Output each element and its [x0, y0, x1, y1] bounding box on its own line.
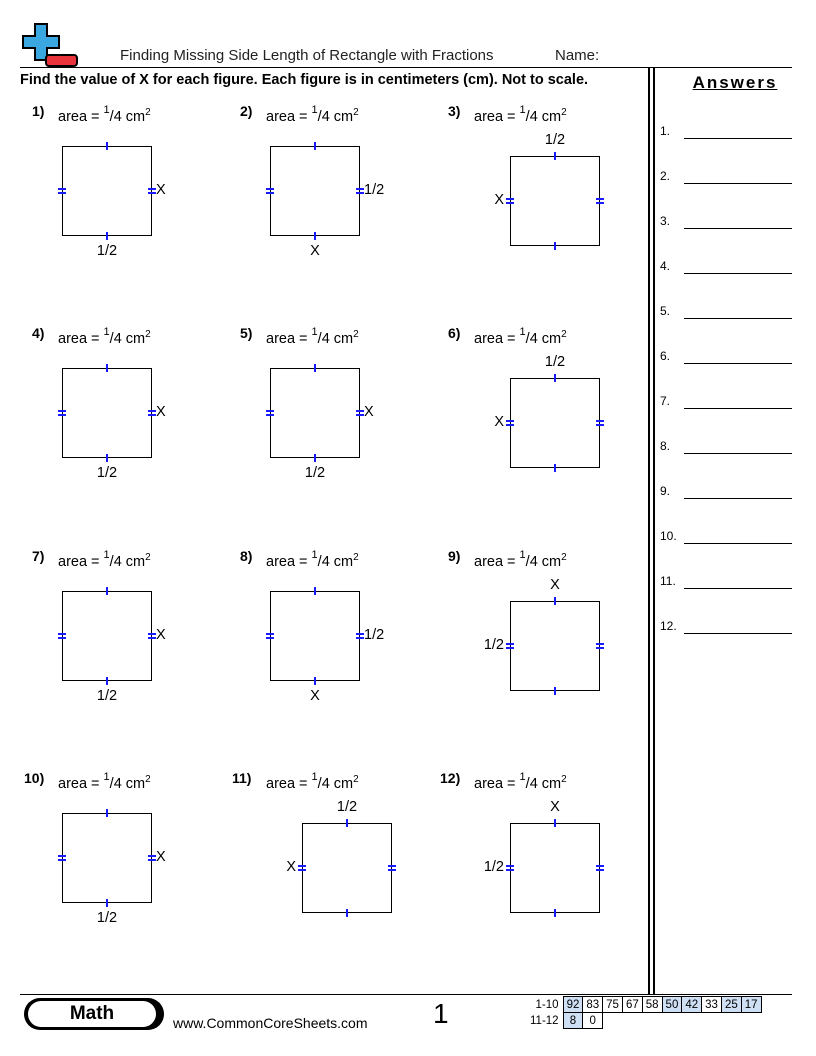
area-unit: cm	[329, 331, 354, 347]
problem-number: 8)	[240, 548, 253, 564]
answer-number: 7.	[660, 394, 671, 408]
area-expression	[474, 771, 567, 792]
area-slash: /	[109, 331, 114, 347]
side-label-left: X	[494, 192, 504, 208]
rectangle	[270, 146, 360, 236]
area-expression	[474, 104, 567, 125]
answer-blank[interactable]	[684, 633, 792, 634]
page-number: 1	[433, 998, 449, 1029]
problem-number: 6)	[448, 325, 461, 341]
answer-number: 3.	[660, 214, 671, 228]
problem-number: 3)	[448, 103, 461, 119]
score-row	[527, 997, 761, 1013]
area-exponent: 2	[561, 329, 567, 340]
area-denominator: 4	[529, 109, 538, 125]
score-cell: 58	[642, 997, 662, 1013]
problem-8	[228, 545, 428, 765]
side-label-left: 1/2	[483, 859, 504, 875]
tick-mark	[148, 188, 156, 194]
side-label-right: 1/2	[364, 182, 385, 198]
answer-blank[interactable]	[684, 228, 792, 229]
area-prefix: area =	[266, 331, 312, 347]
side-label-right: X	[156, 404, 166, 420]
website-link[interactable]: www.CommonCoreSheets.com	[173, 1015, 368, 1031]
area-unit: cm	[329, 554, 354, 570]
subject-badge	[24, 998, 164, 1030]
area-prefix: area =	[474, 554, 520, 570]
answer-blank[interactable]	[684, 273, 792, 274]
tick-mark	[58, 188, 66, 194]
area-numerator: 1	[311, 549, 318, 561]
area-numerator: 1	[311, 771, 318, 783]
rectangle	[270, 368, 360, 458]
area-expression	[266, 549, 359, 570]
problem-6	[436, 322, 636, 542]
tick-mark	[148, 855, 156, 861]
area-slash: /	[525, 776, 530, 792]
answer-number: 11.	[660, 574, 676, 588]
tick-mark	[554, 152, 556, 160]
rectangle	[510, 378, 600, 468]
area-slash: /	[317, 776, 322, 792]
problem-number: 7)	[32, 548, 45, 564]
area-unit: cm	[537, 109, 562, 125]
answer-number: 12.	[660, 619, 677, 633]
tick-mark	[356, 188, 364, 194]
tick-mark	[554, 909, 556, 917]
tick-mark	[298, 865, 306, 871]
tick-mark	[356, 633, 364, 639]
rectangle	[510, 156, 600, 246]
side-label-bottom: 1/2	[304, 465, 326, 481]
tick-mark	[106, 454, 108, 462]
area-prefix: area =	[58, 776, 104, 792]
tick-mark	[58, 633, 66, 639]
tick-mark	[596, 198, 604, 204]
problem-number: 12)	[440, 770, 461, 786]
side-label-top: X	[550, 799, 560, 815]
score-cell: 42	[682, 997, 702, 1013]
area-unit: cm	[121, 331, 146, 347]
logo-plus-minus-icon	[22, 22, 80, 68]
area-expression	[58, 326, 151, 347]
area-exponent: 2	[145, 774, 151, 785]
score-row-label: 11-12	[530, 1014, 559, 1027]
problem-7	[20, 545, 220, 765]
tick-mark	[596, 420, 604, 426]
area-numerator: 1	[519, 326, 526, 338]
area-exponent: 2	[145, 552, 151, 563]
score-cell: 25	[721, 997, 741, 1013]
answers-divider-line	[653, 68, 655, 994]
tick-mark	[266, 188, 274, 194]
answer-number: 2.	[660, 169, 671, 183]
side-label-right: X	[156, 627, 166, 643]
problem-1	[20, 100, 220, 320]
tick-mark	[106, 899, 108, 907]
side-label-right: X	[156, 182, 166, 198]
score-table	[527, 996, 762, 1029]
tick-mark	[314, 142, 316, 150]
side-label-bottom: X	[310, 243, 320, 259]
area-prefix: area =	[474, 776, 520, 792]
tick-mark	[554, 464, 556, 472]
area-unit: cm	[121, 109, 146, 125]
tick-mark	[58, 855, 66, 861]
area-denominator: 4	[113, 331, 122, 347]
side-label-bottom: 1/2	[96, 910, 118, 926]
answer-blank[interactable]	[684, 138, 792, 139]
area-exponent: 2	[353, 774, 359, 785]
instructions: Find the value of X for each figure. Each figure is in centimeters (cm). Not to scale.	[20, 72, 589, 88]
area-exponent: 2	[561, 107, 567, 118]
problem-9	[436, 545, 636, 765]
tick-mark	[314, 587, 316, 595]
area-slash: /	[525, 109, 530, 125]
problem-number: 4)	[32, 325, 45, 341]
score-cell: 17	[741, 997, 761, 1013]
area-unit: cm	[537, 331, 562, 347]
area-slash: /	[525, 331, 530, 347]
area-denominator: 4	[321, 554, 330, 570]
tick-mark	[106, 364, 108, 372]
answers-divider-line	[648, 68, 650, 994]
answer-blank[interactable]	[684, 543, 792, 544]
answers-title: Answers	[692, 73, 778, 92]
area-numerator: 1	[519, 104, 526, 116]
tick-mark	[554, 374, 556, 382]
answer-blank[interactable]	[684, 498, 792, 499]
tick-mark	[554, 687, 556, 695]
score-cell: 0	[583, 1013, 603, 1029]
tick-mark	[266, 410, 274, 416]
answer-number: 9.	[660, 484, 671, 498]
problem-number: 10)	[24, 770, 45, 786]
problem-number: 5)	[240, 325, 253, 341]
area-slash: /	[109, 776, 114, 792]
side-label-bottom: 1/2	[96, 688, 118, 704]
rectangle	[62, 368, 152, 458]
side-label-top: 1/2	[336, 799, 358, 815]
area-numerator: 1	[103, 326, 110, 338]
name-label: Name:	[555, 47, 600, 64]
tick-mark	[346, 909, 348, 917]
tick-mark	[106, 232, 108, 240]
area-unit: cm	[537, 776, 562, 792]
score-row	[527, 1013, 761, 1029]
side-label-top: X	[550, 577, 560, 593]
answer-blank[interactable]	[684, 588, 792, 589]
rectangle	[62, 813, 152, 903]
area-numerator: 1	[103, 104, 110, 116]
area-denominator: 4	[529, 331, 538, 347]
tick-mark	[106, 587, 108, 595]
tick-mark	[106, 809, 108, 817]
side-label-right: X	[364, 404, 374, 420]
area-slash: /	[109, 109, 114, 125]
tick-mark	[506, 865, 514, 871]
area-numerator: 1	[519, 549, 526, 561]
side-label-left: X	[286, 859, 296, 875]
area-exponent: 2	[353, 552, 359, 563]
area-prefix: area =	[58, 109, 104, 125]
worksheet-title: Finding Missing Side Length of Rectangle with Fractions	[120, 47, 494, 64]
problem-number: 2)	[240, 103, 253, 119]
score-cell: 50	[662, 997, 682, 1013]
area-slash: /	[109, 554, 114, 570]
tick-mark	[106, 677, 108, 685]
header-divider	[20, 67, 792, 68]
area-denominator: 4	[321, 776, 330, 792]
area-denominator: 4	[113, 554, 122, 570]
side-label-top: 1/2	[544, 354, 566, 370]
score-cell: 67	[622, 997, 642, 1013]
area-unit: cm	[121, 554, 146, 570]
score-row-label: 1-10	[535, 998, 559, 1011]
answer-number: 10.	[660, 529, 677, 543]
answer-blank[interactable]	[684, 408, 792, 409]
answer-number: 5.	[660, 304, 671, 318]
side-label-left: 1/2	[483, 637, 504, 653]
side-label-bottom: X	[310, 688, 320, 704]
area-expression	[474, 326, 567, 347]
score-cell: 75	[603, 997, 623, 1013]
tick-mark	[314, 454, 316, 462]
area-denominator: 4	[113, 776, 122, 792]
problem-12	[436, 767, 636, 987]
answer-number: 4.	[660, 259, 671, 273]
area-expression	[266, 104, 359, 125]
score-cell: 33	[702, 997, 722, 1013]
problem-10	[20, 767, 220, 987]
area-slash: /	[317, 109, 322, 125]
score-cell: 8	[563, 1013, 583, 1029]
area-prefix: area =	[58, 554, 104, 570]
area-unit: cm	[121, 776, 146, 792]
tick-mark	[554, 819, 556, 827]
area-expression	[58, 104, 151, 125]
problem-3	[436, 100, 636, 320]
tick-mark	[554, 242, 556, 250]
area-exponent: 2	[145, 107, 151, 118]
problem-2	[228, 100, 428, 320]
rectangle	[510, 823, 600, 913]
area-expression	[58, 771, 151, 792]
area-prefix: area =	[58, 331, 104, 347]
answer-blank[interactable]	[684, 318, 792, 319]
tick-mark	[148, 633, 156, 639]
area-numerator: 1	[311, 326, 318, 338]
tick-mark	[314, 232, 316, 240]
area-expression	[58, 549, 151, 570]
area-unit: cm	[329, 109, 354, 125]
tick-mark	[356, 410, 364, 416]
tick-mark	[58, 410, 66, 416]
area-slash: /	[317, 331, 322, 347]
score-cell: 92	[563, 997, 583, 1013]
area-prefix: area =	[474, 331, 520, 347]
tick-mark	[388, 865, 396, 871]
area-prefix: area =	[474, 109, 520, 125]
area-numerator: 1	[311, 104, 318, 116]
problem-5	[228, 322, 428, 542]
area-exponent: 2	[145, 329, 151, 340]
problem-number: 11)	[232, 770, 252, 786]
tick-mark	[596, 643, 604, 649]
area-exponent: 2	[561, 552, 567, 563]
side-label-right: X	[156, 849, 166, 865]
area-exponent: 2	[561, 774, 567, 785]
tick-mark	[506, 198, 514, 204]
score-cell: 83	[583, 997, 603, 1013]
problem-number: 1)	[32, 103, 45, 119]
problem-number: 9)	[448, 548, 461, 564]
area-numerator: 1	[103, 549, 110, 561]
area-slash: /	[525, 554, 530, 570]
side-label-left: X	[494, 414, 504, 430]
answer-blank[interactable]	[684, 183, 792, 184]
tick-mark	[506, 643, 514, 649]
area-unit: cm	[537, 554, 562, 570]
area-unit: cm	[329, 776, 354, 792]
side-label-bottom: 1/2	[96, 243, 118, 259]
tick-mark	[148, 410, 156, 416]
rectangle	[62, 146, 152, 236]
side-label-top: 1/2	[544, 132, 566, 148]
area-prefix: area =	[266, 109, 312, 125]
rectangle	[270, 591, 360, 681]
area-expression	[266, 326, 359, 347]
tick-mark	[266, 633, 274, 639]
rectangle	[510, 601, 600, 691]
answer-number: 8.	[660, 439, 671, 453]
tick-mark	[314, 364, 316, 372]
area-prefix: area =	[266, 776, 312, 792]
area-prefix: area =	[266, 554, 312, 570]
side-label-right: 1/2	[364, 627, 385, 643]
area-denominator: 4	[321, 331, 330, 347]
footer-divider	[20, 994, 792, 995]
tick-mark	[554, 597, 556, 605]
area-numerator: 1	[519, 771, 526, 783]
area-denominator: 4	[321, 109, 330, 125]
problem-4	[20, 322, 220, 542]
area-denominator: 4	[529, 776, 538, 792]
rectangle	[302, 823, 392, 913]
rectangle	[62, 591, 152, 681]
area-expression	[474, 549, 567, 570]
area-slash: /	[317, 554, 322, 570]
area-expression	[266, 771, 359, 792]
side-label-bottom: 1/2	[96, 465, 118, 481]
answer-number: 6.	[660, 349, 671, 363]
area-numerator: 1	[103, 771, 110, 783]
area-exponent: 2	[353, 107, 359, 118]
area-denominator: 4	[113, 109, 122, 125]
tick-mark	[106, 142, 108, 150]
tick-mark	[506, 420, 514, 426]
problem-11	[228, 767, 428, 987]
answer-blank[interactable]	[684, 453, 792, 454]
area-exponent: 2	[353, 329, 359, 340]
tick-mark	[314, 677, 316, 685]
area-denominator: 4	[529, 554, 538, 570]
answer-number: 1.	[660, 124, 671, 138]
tick-mark	[346, 819, 348, 827]
tick-mark	[596, 865, 604, 871]
answer-blank[interactable]	[684, 363, 792, 364]
subject-label: Math	[28, 1001, 156, 1027]
